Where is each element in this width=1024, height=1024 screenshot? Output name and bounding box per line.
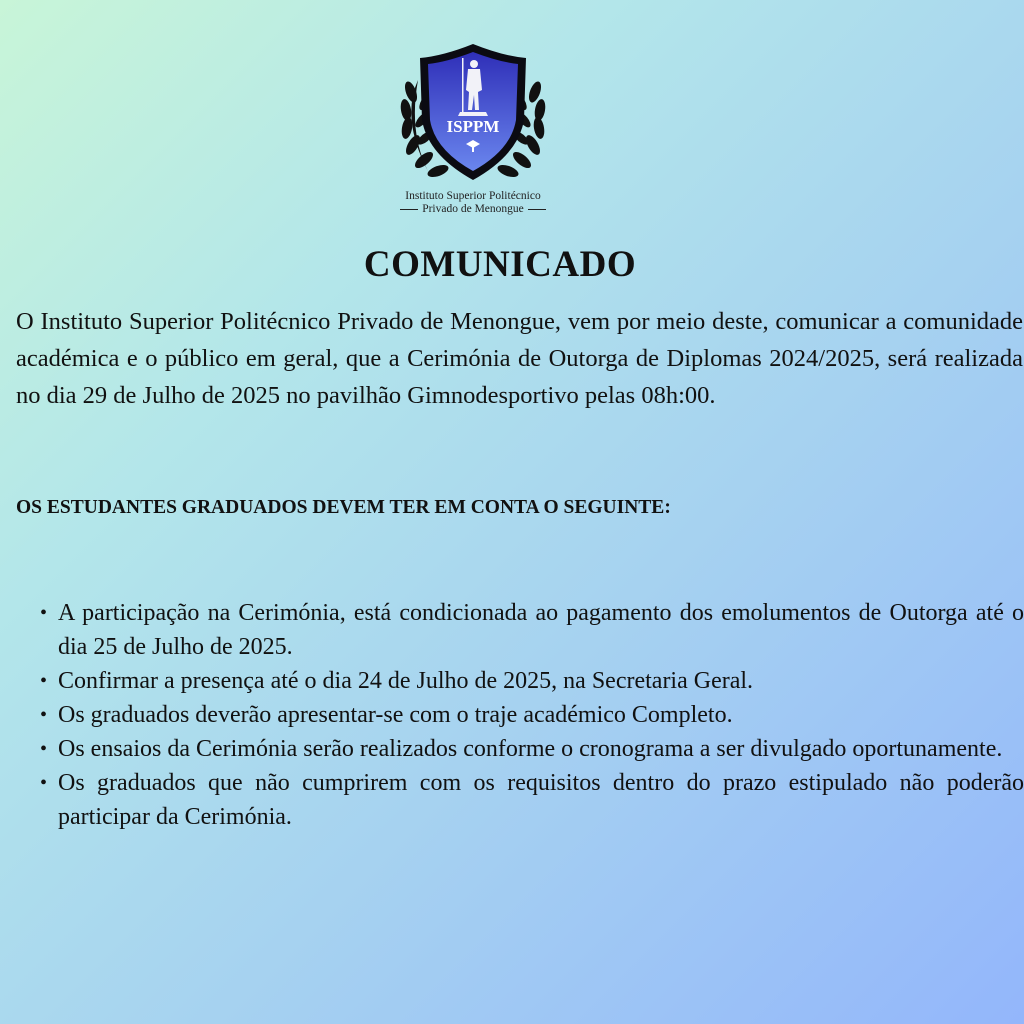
bullet-icon: • bbox=[40, 772, 48, 794]
bullet-icon: • bbox=[40, 602, 48, 624]
section-heading: OS ESTUDANTES GRADUADOS DEVEM TER EM CONTA O SEGUINTE: bbox=[16, 497, 671, 518]
list-item bbox=[36, 766, 1024, 834]
list-item-text: Confirmar a presença até o dia 24 de Julho de 2025, na Secretaria Geral. bbox=[58, 668, 754, 694]
list-item bbox=[36, 698, 1024, 732]
intro-paragraph: O Instituto Superior Politécnico Privado de Menongue, vem por meio deste, comunicar a comunidade académica e o público em geral, que a Cerimónia de Outorga de Diplomas 2024/2025, será realizada no dia 29 de Julho de 2025 no pavilhão Gimnodesportivo pelas 08h:00. bbox=[16, 308, 1023, 409]
bullet-icon: • bbox=[40, 738, 48, 760]
list-item bbox=[36, 596, 1024, 664]
logo-emblem-text: ISPPM bbox=[446, 117, 500, 136]
page-title: COMUNICADO bbox=[363, 244, 637, 285]
list-item-text: Os ensaios da Cerimónia serão realizados conforme o cronograma a ser divulgado oportunamente. bbox=[58, 736, 1003, 762]
caption-divider-left bbox=[400, 209, 418, 210]
logo-caption-line1: Instituto Superior Politécnico bbox=[405, 190, 541, 202]
logo-caption bbox=[370, 190, 576, 216]
bullet-icon: • bbox=[40, 670, 48, 692]
list-item-text: A participação na Cerimónia, está condicionada ao pagamento dos emolumentos de Outorga até o dia 25 de Julho de 2025. bbox=[58, 600, 1024, 660]
logo-caption-line2: Privado de Menongue bbox=[422, 203, 524, 215]
list-item-text: Os graduados deverão apresentar-se com o traje académico Completo. bbox=[58, 702, 733, 728]
list-item bbox=[36, 664, 1024, 698]
rules-list bbox=[36, 596, 1024, 834]
list-item bbox=[36, 732, 1024, 766]
caption-divider-right bbox=[528, 209, 546, 210]
bullet-icon: • bbox=[40, 704, 48, 726]
list-item-text: Os graduados que não cumprirem com os requisitos dentro do prazo estipulado não poderão participar da Cerimónia. bbox=[58, 770, 1024, 830]
isppm-logo bbox=[378, 40, 568, 190]
